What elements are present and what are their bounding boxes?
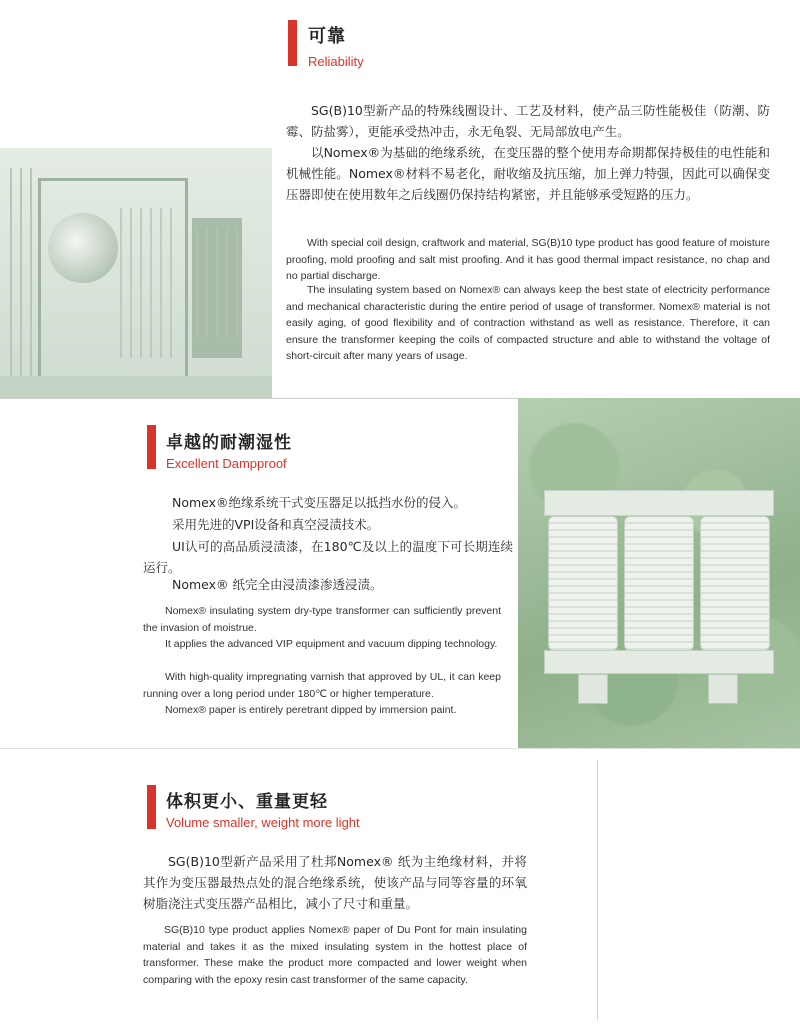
volume-zh-paragraph: SG(B)10型新产品采用了杜邦Nomex® 纸为主绝缘材料，并将其作为变压器最热点处的混合绝缘系统，使该产品与同等容量的环氧树脂浇注式变压器产品相比，减小了尺寸和重量。 [143,854,527,911]
enclosure-photo [0,148,272,398]
reliability-title-en: Reliability [308,54,364,69]
dampproof-title-en: Excellent Dampproof [166,456,287,471]
reliability-title-zh: 可靠 [308,26,346,47]
reliability-en-paragraph-1: With special coil design, craftwork and material, SG(B)10 type product has good feature of moisture proofing, mold proofing and salt mist proofing. And it has good thermal impact resistance, no chap and no partial discharge. [286,237,770,282]
dampproof-zh-line-3: UI认可的高品质浸渍漆，在180℃及以上的温度下可长期连续运行。 [143,539,513,575]
section-marker [147,425,156,469]
dampproof-en-line-2: It applies the advanced VIP equipment and vacuum dipping technology. [165,638,498,650]
reliability-en-paragraph-2: The insulating system based on Nomex® can always keep the best state of electricity performance and mechanical characteristic during the entire period of usage of transformer. Nomex® material is not easily aging, of good flexibility and of contraction withstand as well as resistance. Therefore, it can ensure the transformer keeping the coils of compacted structure and able to withstand the voltage of short-circuit after many years of usage. [286,284,770,362]
reliability-zh-paragraph-1: SG(B)10型新产品的特殊线圈设计、工艺及材料，使产品三防性能极佳（防潮、防霉、防盐雾），更能承受热冲击，永无龟裂、无局部放电产生。 [286,103,770,139]
transformer-photo [518,398,800,748]
volume-en-paragraph: SG(B)10 type product applies Nomex® paper of Du Pont for main insulating material and takes it as the mixed insulating system in the hottest place of transformer. These make the product more compacted and lower weight when comparing with the epoxy resin cast transformer of the same capacity. [143,924,527,986]
volume-title-en: Volume smaller, weight more light [166,815,360,830]
dampproof-en-line-1: Nomex® insulating system dry-type transformer can sufficiently prevent the invasion of moistrue. [143,605,501,634]
section-marker [288,20,297,66]
volume-title-zh: 体积更小、重量更轻 [166,792,328,812]
dampproof-section [0,398,800,748]
dampproof-title-zh: 卓越的耐潮湿性 [166,433,292,453]
volume-section [0,748,800,1027]
dampproof-zh-line-1: Nomex®绝缘系统干式变压器足以抵挡水份的侵入。 [172,495,467,510]
section-marker [147,785,156,829]
dampproof-en-line-3: With high-quality impregnating varnish that approved by UL, it can keep running over a long period under 180℃ or higher temperature. [143,671,501,700]
dampproof-en-line-4: Nomex® paper is entirely peretrant dipped by immersion paint. [165,704,457,716]
reliability-zh-paragraph-2: 以Nomex®为基础的绝缘系统，在变压器的整个使用寿命期都保持极佳的电性能和机械性能。Nomex®材料不易老化，耐收缩及抗压缩，加上弹力特强，因此可以确保变压器即使在使用数年之后线圈仍保持结构紧密，并且能够承受短路的压力。 [286,145,770,202]
dampproof-zh-line-2: 采用先进的VPI设备和真空浸渍技术。 [172,517,380,532]
dampproof-zh-line-4: Nomex® 纸完全由浸渍漆渗透浸渍。 [172,577,383,592]
reliability-section [0,0,800,398]
